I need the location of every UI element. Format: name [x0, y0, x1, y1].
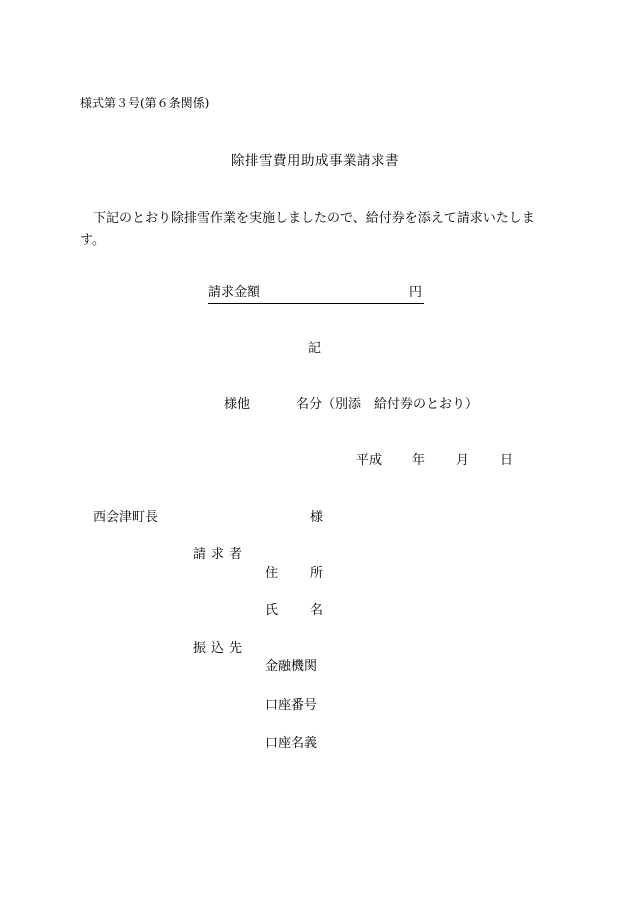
recipient-count-line [224, 396, 479, 414]
transfer-label: 振込先 [193, 641, 248, 656]
claim-amount-label: 請求金額 [208, 285, 261, 300]
name-label-first: 氏 [265, 603, 279, 618]
document-title: 除排雪費用助成事業請求書 [231, 153, 399, 169]
account-number-label: 口座番号 [265, 698, 318, 713]
yen-unit: 円 [408, 285, 422, 300]
claimant-label: 請求者 [193, 547, 248, 562]
count-prefix: 様他 [224, 397, 251, 412]
date-era: 平成 [356, 453, 383, 468]
ki-heading: 記 [308, 341, 322, 356]
account-name-label: 口座名義 [265, 736, 318, 751]
body-paragraph: 下記のとおり除排雪作業を実施しましたので、給付券を添えて請求いたします。 [80, 211, 535, 248]
claim-amount-line [208, 284, 424, 304]
address-label-second: 所 [310, 566, 324, 581]
date-day: 日 [500, 453, 514, 468]
date-year: 年 [412, 453, 426, 468]
addressee-honorific: 様 [310, 510, 324, 525]
date-month: 月 [456, 453, 470, 468]
name-label-second: 名 [310, 603, 324, 618]
count-suffix: 名分（別添 給付券のとおり） [296, 397, 479, 412]
address-label-first: 住 [265, 566, 279, 581]
form-number: 様式第３号(第６条関係) [80, 96, 210, 110]
addressee-name: 西会津町長 [93, 510, 159, 525]
bank-label: 金融機関 [265, 659, 318, 674]
